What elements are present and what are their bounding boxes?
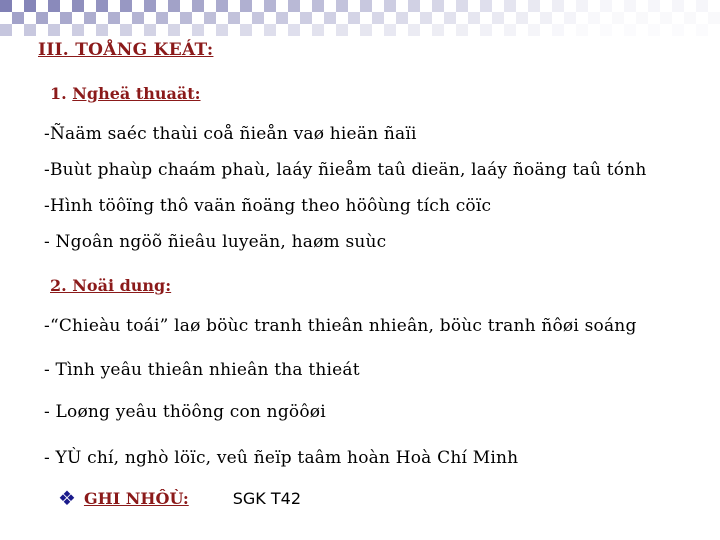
checker-square	[684, 12, 696, 24]
checker-square	[360, 24, 372, 36]
checker-square	[144, 0, 156, 12]
checker-square	[672, 0, 684, 12]
checker-square	[12, 12, 24, 24]
checker-square	[564, 12, 576, 24]
checker-square	[348, 12, 360, 24]
checker-square	[120, 0, 132, 12]
checker-square	[420, 12, 432, 24]
checker-square	[672, 24, 684, 36]
checker-square	[156, 12, 168, 24]
checker-square	[72, 0, 84, 12]
art-line-1: -Ñaäm saéc thaùi coå ñieån vaø hieän ñaïi	[44, 124, 417, 144]
checker-square	[528, 24, 540, 36]
checker-square	[624, 24, 636, 36]
checker-square	[384, 0, 396, 12]
checker-square	[288, 0, 300, 12]
checker-square	[624, 0, 636, 12]
checker-square	[360, 0, 372, 12]
checker-square	[456, 24, 468, 36]
checker-square	[240, 0, 252, 12]
checker-square	[336, 24, 348, 36]
section-title: III. TOÅNG KEÁT:	[38, 40, 214, 60]
checker-square	[264, 0, 276, 12]
checker-square	[72, 24, 84, 36]
content-line-1: -“Chieàu toái” laø böùc tranh thieân nhieân, böùc tranh ñôøi soáng	[44, 316, 637, 336]
checker-square	[168, 0, 180, 12]
checker-square	[552, 0, 564, 12]
subsection-2-heading: 2. Noäi dung:	[50, 276, 172, 295]
checker-square	[504, 0, 516, 12]
checker-square	[312, 24, 324, 36]
checker-square	[96, 24, 108, 36]
checker-square	[0, 24, 12, 36]
checker-square	[660, 12, 672, 24]
checkerboard-decoration	[0, 0, 720, 36]
checker-square	[312, 0, 324, 12]
checker-square	[648, 24, 660, 36]
checker-square	[588, 12, 600, 24]
checker-square	[336, 0, 348, 12]
checker-square	[504, 24, 516, 36]
checker-square	[168, 24, 180, 36]
checker-square	[396, 12, 408, 24]
checker-square	[648, 0, 660, 12]
checker-square	[576, 24, 588, 36]
checker-square	[252, 12, 264, 24]
checker-square	[528, 0, 540, 12]
checker-square	[696, 24, 708, 36]
checker-square	[0, 0, 12, 12]
checker-square	[276, 12, 288, 24]
checker-square	[264, 24, 276, 36]
checker-square	[552, 24, 564, 36]
checker-square	[372, 12, 384, 24]
subsection-1-label: Ngheä thuaät:	[72, 84, 201, 103]
checker-square	[84, 12, 96, 24]
art-line-3: -Hình töôïng thô vaän ñoäng theo höôùng tích cöïc	[44, 196, 492, 216]
checker-square	[300, 12, 312, 24]
checker-square	[120, 24, 132, 36]
checker-square	[60, 12, 72, 24]
checker-square	[192, 0, 204, 12]
checker-square	[216, 24, 228, 36]
checker-square	[408, 0, 420, 12]
checker-square	[288, 24, 300, 36]
checker-square	[24, 24, 36, 36]
checker-square	[132, 12, 144, 24]
checker-square	[696, 0, 708, 12]
checker-square	[492, 12, 504, 24]
note-line	[58, 488, 301, 508]
checker-square	[240, 24, 252, 36]
content-line-3: - Loøng yeâu thöông con ngöôøi	[44, 402, 326, 422]
checker-square	[384, 24, 396, 36]
checker-square	[180, 12, 192, 24]
content-line-2: - Tình yeâu thieân nhieân tha thieát	[44, 360, 360, 380]
art-line-2: -Buùt phaùp chaám phaù, laáy ñieåm taû dieän, laáy ñoäng taû tónh	[44, 160, 647, 180]
checker-square	[612, 12, 624, 24]
checker-square	[324, 12, 336, 24]
checker-square	[516, 12, 528, 24]
checker-square	[600, 0, 612, 12]
checker-square	[96, 0, 108, 12]
checker-square	[636, 12, 648, 24]
subsection-1-heading	[50, 84, 201, 103]
checker-square	[468, 12, 480, 24]
checker-square	[480, 0, 492, 12]
checker-square	[600, 24, 612, 36]
checker-square	[204, 12, 216, 24]
checker-square	[432, 24, 444, 36]
checker-square	[708, 12, 720, 24]
checker-square	[432, 0, 444, 12]
checker-square	[408, 24, 420, 36]
art-line-4: - Ngoân ngöõ ñieâu luyeän, haøm suùc	[44, 232, 387, 252]
note-reference: SGK T42	[232, 488, 302, 508]
checker-square	[48, 0, 60, 12]
checker-square	[36, 12, 48, 24]
checker-square	[24, 0, 36, 12]
checker-square	[216, 0, 228, 12]
checker-square	[576, 0, 588, 12]
checker-square	[48, 24, 60, 36]
note-label: GHI NHÔÙ:	[83, 488, 189, 508]
checker-square	[456, 0, 468, 12]
checker-square	[540, 12, 552, 24]
checker-square	[444, 12, 456, 24]
diamond-bullet-icon: ❖	[58, 486, 76, 510]
subsection-1-number: 1.	[50, 84, 67, 103]
checker-square	[144, 24, 156, 36]
checker-square	[192, 24, 204, 36]
content-line-4: - YÙ chí, nghò löïc, veû ñeïp taâm hoàn Hoà Chí Minh	[44, 448, 519, 468]
checker-square	[108, 12, 120, 24]
checker-square	[228, 12, 240, 24]
checker-square	[480, 24, 492, 36]
